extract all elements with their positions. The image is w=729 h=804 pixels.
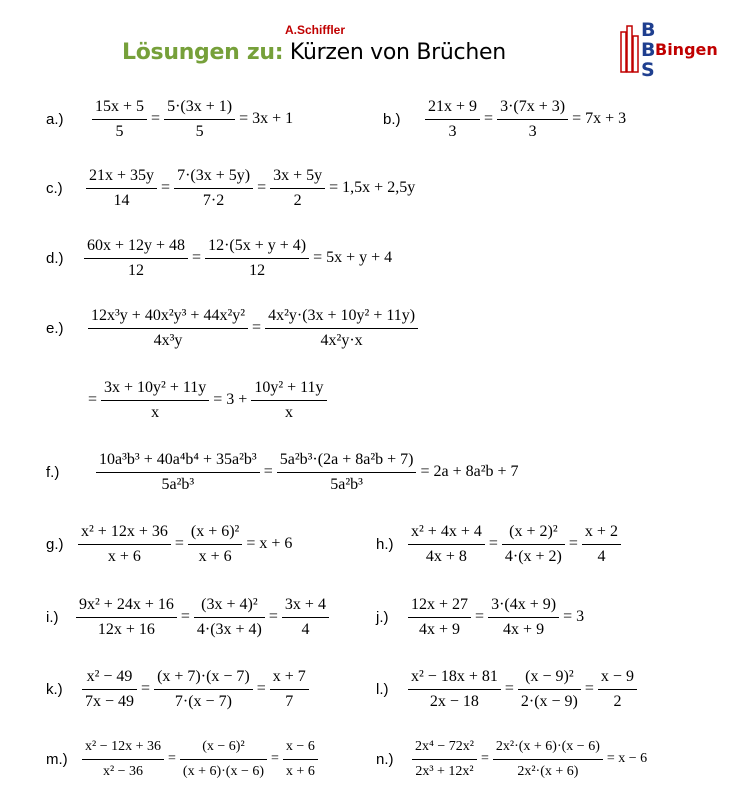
fraction <box>88 306 248 351</box>
denominator: 5a²b³ <box>96 472 260 495</box>
equation-text: = <box>88 391 98 408</box>
denominator: 2x²·(x + 6) <box>493 759 603 782</box>
logo-letter-2: B <box>641 39 656 61</box>
problem-label: e.) <box>46 319 64 337</box>
equation-text: = <box>480 751 489 766</box>
fraction <box>412 737 477 782</box>
numerator: (x − 6)² <box>202 738 245 754</box>
equation-text: = <box>256 680 266 697</box>
denominator: 4·(3x + 4) <box>194 617 265 640</box>
numerator: 3x + 5y <box>273 166 323 184</box>
numerator: 21x + 9 <box>428 97 478 115</box>
denominator: 2·(x − 9) <box>518 689 581 712</box>
equation-text: = <box>584 680 594 697</box>
denominator: 4x + 9 <box>408 617 471 640</box>
fraction <box>205 236 309 281</box>
problem-e-continued <box>86 378 329 422</box>
denominator: 2x − 18 <box>408 689 501 712</box>
expression <box>410 737 649 782</box>
problem-label: k.) <box>46 680 63 698</box>
numerator: 4x²y·(3x + 10y² + 11y) <box>268 306 416 324</box>
denominator: 7x − 49 <box>82 689 137 712</box>
denominator: 4x³y <box>88 328 248 351</box>
fraction <box>277 450 417 495</box>
denominator: x <box>101 400 209 423</box>
denominator: 4 <box>282 617 329 640</box>
expression <box>86 306 420 351</box>
problem-label: m.) <box>46 750 68 768</box>
numerator: (3x + 4)² <box>201 595 258 613</box>
expression <box>80 667 311 712</box>
equation-text: = <box>504 680 514 697</box>
denominator: x² − 36 <box>82 759 164 782</box>
numerator: 7·(3x + 5y) <box>177 166 251 184</box>
numerator: 10a³b³ + 40a⁴b⁴ + 35a²b³ <box>99 450 257 468</box>
problem-label: n.) <box>376 750 394 768</box>
logo-word: Bingen <box>655 40 718 59</box>
numerator: 5·(3x + 1) <box>167 97 233 115</box>
problem-label: j.) <box>376 608 389 626</box>
logo-letter-1: B <box>641 19 656 41</box>
problem-label: d.) <box>46 249 64 267</box>
denominator: x + 6 <box>188 544 242 567</box>
problem-label: i.) <box>46 608 59 626</box>
expression <box>80 737 320 782</box>
denominator: x + 6 <box>78 544 171 567</box>
numerator: (x + 7)·(x − 7) <box>157 667 250 685</box>
equation-text: = <box>252 319 262 336</box>
problem-label: h.) <box>376 535 394 553</box>
numerator: x² + 4x + 4 <box>411 522 482 540</box>
title-main: Kürzen von Brüchen <box>289 40 506 65</box>
expression <box>74 595 331 640</box>
fraction <box>180 737 267 782</box>
fraction <box>78 522 171 567</box>
equation-text: = 3x + 1 <box>239 110 294 127</box>
title-prefix: Lösungen zu: <box>122 40 284 65</box>
expression <box>406 595 586 640</box>
denominator: 4x²y·x <box>265 328 418 351</box>
fraction <box>76 595 177 640</box>
numerator: 5a²b³·(2a + 8a²b + 7) <box>279 450 414 468</box>
denominator: 7·(x − 7) <box>154 689 253 712</box>
equation-text: = 2a + 8a²b + 7 <box>420 463 519 480</box>
equation-text: = x − 6 <box>606 751 648 766</box>
problem-n <box>376 737 649 781</box>
numerator: 3x + 4 <box>284 595 326 613</box>
expression <box>84 166 417 211</box>
fraction <box>164 97 235 142</box>
fraction <box>82 667 137 712</box>
equation-text: = <box>168 751 176 766</box>
numerator: 9x² + 24x + 16 <box>79 595 174 613</box>
numerator: (x + 6)² <box>190 522 240 540</box>
numerator: (x + 2)² <box>509 522 558 540</box>
denominator: 2 <box>598 689 637 712</box>
expression <box>94 450 521 495</box>
fraction <box>84 236 188 281</box>
denominator: 7 <box>270 689 309 712</box>
numerator: x + 2 <box>584 522 618 540</box>
denominator: 5 <box>164 119 235 142</box>
fraction <box>497 97 568 142</box>
problem-e <box>46 306 420 350</box>
problem-d <box>46 236 394 280</box>
equation-text: = <box>141 680 151 697</box>
problem-i <box>46 595 331 639</box>
equation-text: = <box>568 535 578 552</box>
fraction <box>270 667 309 712</box>
fraction <box>598 667 637 712</box>
equation-text: = <box>268 608 278 625</box>
expression <box>76 522 294 567</box>
expression <box>82 236 394 281</box>
numerator: x² − 12x + 36 <box>85 738 161 754</box>
numerator: 21x + 35y <box>89 166 155 184</box>
equation-text: = <box>257 179 267 196</box>
fraction <box>488 595 559 640</box>
numerator: 12·(5x + y + 4) <box>208 236 307 254</box>
numerator: x² − 18x + 81 <box>411 667 498 685</box>
numerator: 60x + 12y + 48 <box>87 236 186 254</box>
denominator: 3 <box>497 119 568 142</box>
problem-k <box>46 667 311 711</box>
denominator: 5 <box>92 119 147 142</box>
fraction <box>101 378 209 423</box>
problem-b <box>383 97 628 141</box>
problem-label: c.) <box>46 179 63 197</box>
numerator: 3·(7x + 3) <box>500 97 566 115</box>
problem-label: f.) <box>46 463 60 481</box>
denominator: 2x³ + 12x² <box>412 759 477 782</box>
expression <box>86 378 329 423</box>
numerator: 12x + 27 <box>411 595 469 613</box>
expression <box>90 97 295 142</box>
fraction <box>82 737 164 782</box>
problem-l <box>376 667 639 711</box>
equation-text: = <box>263 463 273 480</box>
fraction <box>408 667 501 712</box>
fraction <box>265 306 418 351</box>
fraction <box>86 166 157 211</box>
numerator: x − 9 <box>600 667 634 685</box>
problem-label: g.) <box>46 535 64 553</box>
numerator: x² − 49 <box>86 667 133 685</box>
equation-text: = x + 6 <box>246 535 293 552</box>
logo-letter-3: S <box>641 59 655 78</box>
denominator: 4x + 9 <box>488 617 559 640</box>
fraction <box>154 667 253 712</box>
equation-text: = <box>192 249 202 266</box>
fraction <box>251 378 326 423</box>
fraction <box>270 166 325 211</box>
numerator: x + 7 <box>272 667 306 685</box>
denominator: x <box>251 400 326 423</box>
problem-h <box>376 522 623 566</box>
numerator: 15x + 5 <box>95 97 145 115</box>
problem-a <box>46 97 295 141</box>
expression <box>406 667 639 712</box>
equation-text: = 7x + 3 <box>572 110 627 127</box>
expression <box>423 97 628 142</box>
problem-c <box>46 166 417 210</box>
equation-text: = <box>484 110 494 127</box>
numerator: 3·(4x + 9) <box>491 595 557 613</box>
denominator: 14 <box>86 188 157 211</box>
problem-j <box>376 595 586 639</box>
equation-text: = 3 + <box>213 391 248 408</box>
fraction <box>408 595 471 640</box>
numerator: 2x⁴ − 72x² <box>415 738 474 754</box>
fraction <box>283 737 318 782</box>
denominator: 12 <box>205 258 309 281</box>
problem-label: b.) <box>383 110 401 128</box>
equation-text: = <box>161 179 171 196</box>
fraction <box>425 97 480 142</box>
expression <box>406 522 623 567</box>
equation-text: = <box>151 110 161 127</box>
denominator: 7·2 <box>174 188 253 211</box>
bbs-bingen-logo-icon <box>617 18 727 78</box>
denominator: x + 6 <box>283 759 318 782</box>
fraction <box>92 97 147 142</box>
numerator: x² + 12x + 36 <box>81 522 168 540</box>
numerator: (x − 9)² <box>525 667 574 685</box>
denominator: (x + 6)·(x − 6) <box>180 759 267 782</box>
denominator: 12 <box>84 258 188 281</box>
fraction <box>493 737 603 782</box>
fraction <box>188 522 242 567</box>
numerator: 12x³y + 40x²y³ + 44x²y² <box>91 306 246 324</box>
problem-f <box>46 450 521 494</box>
equation-text: = <box>488 535 498 552</box>
problem-g <box>46 522 294 566</box>
numerator: 2x²·(x + 6)·(x − 6) <box>495 738 600 754</box>
denominator: 4x + 8 <box>408 544 485 567</box>
fraction <box>174 166 253 211</box>
denominator: 2 <box>270 188 325 211</box>
denominator: 4 <box>582 544 621 567</box>
numerator: 10y² + 11y <box>254 378 324 396</box>
equation-text: = 1,5x + 2,5y <box>329 179 416 196</box>
problem-label: a.) <box>46 110 64 128</box>
numerator: 3x + 10y² + 11y <box>104 378 207 396</box>
fraction <box>502 522 565 567</box>
equation-text: = <box>180 608 190 625</box>
problem-m <box>46 737 320 781</box>
denominator: 5a²b³ <box>277 472 417 495</box>
numerator: x − 6 <box>285 738 315 754</box>
fraction <box>282 595 329 640</box>
author-name: A.Schiffler <box>285 23 346 37</box>
denominator: 4·(x + 2) <box>502 544 565 567</box>
equation-text: = <box>475 608 485 625</box>
fraction <box>582 522 621 567</box>
equation-text: = 5x + y + 4 <box>313 249 393 266</box>
equation-text: = 3 <box>563 608 585 625</box>
equation-text: = <box>271 751 279 766</box>
fraction <box>96 450 260 495</box>
problem-label: l.) <box>376 680 389 698</box>
equation-text: = <box>174 535 184 552</box>
fraction <box>518 667 581 712</box>
page-title <box>122 40 506 65</box>
denominator: 12x + 16 <box>76 617 177 640</box>
fraction <box>194 595 265 640</box>
denominator: 3 <box>425 119 480 142</box>
fraction <box>408 522 485 567</box>
